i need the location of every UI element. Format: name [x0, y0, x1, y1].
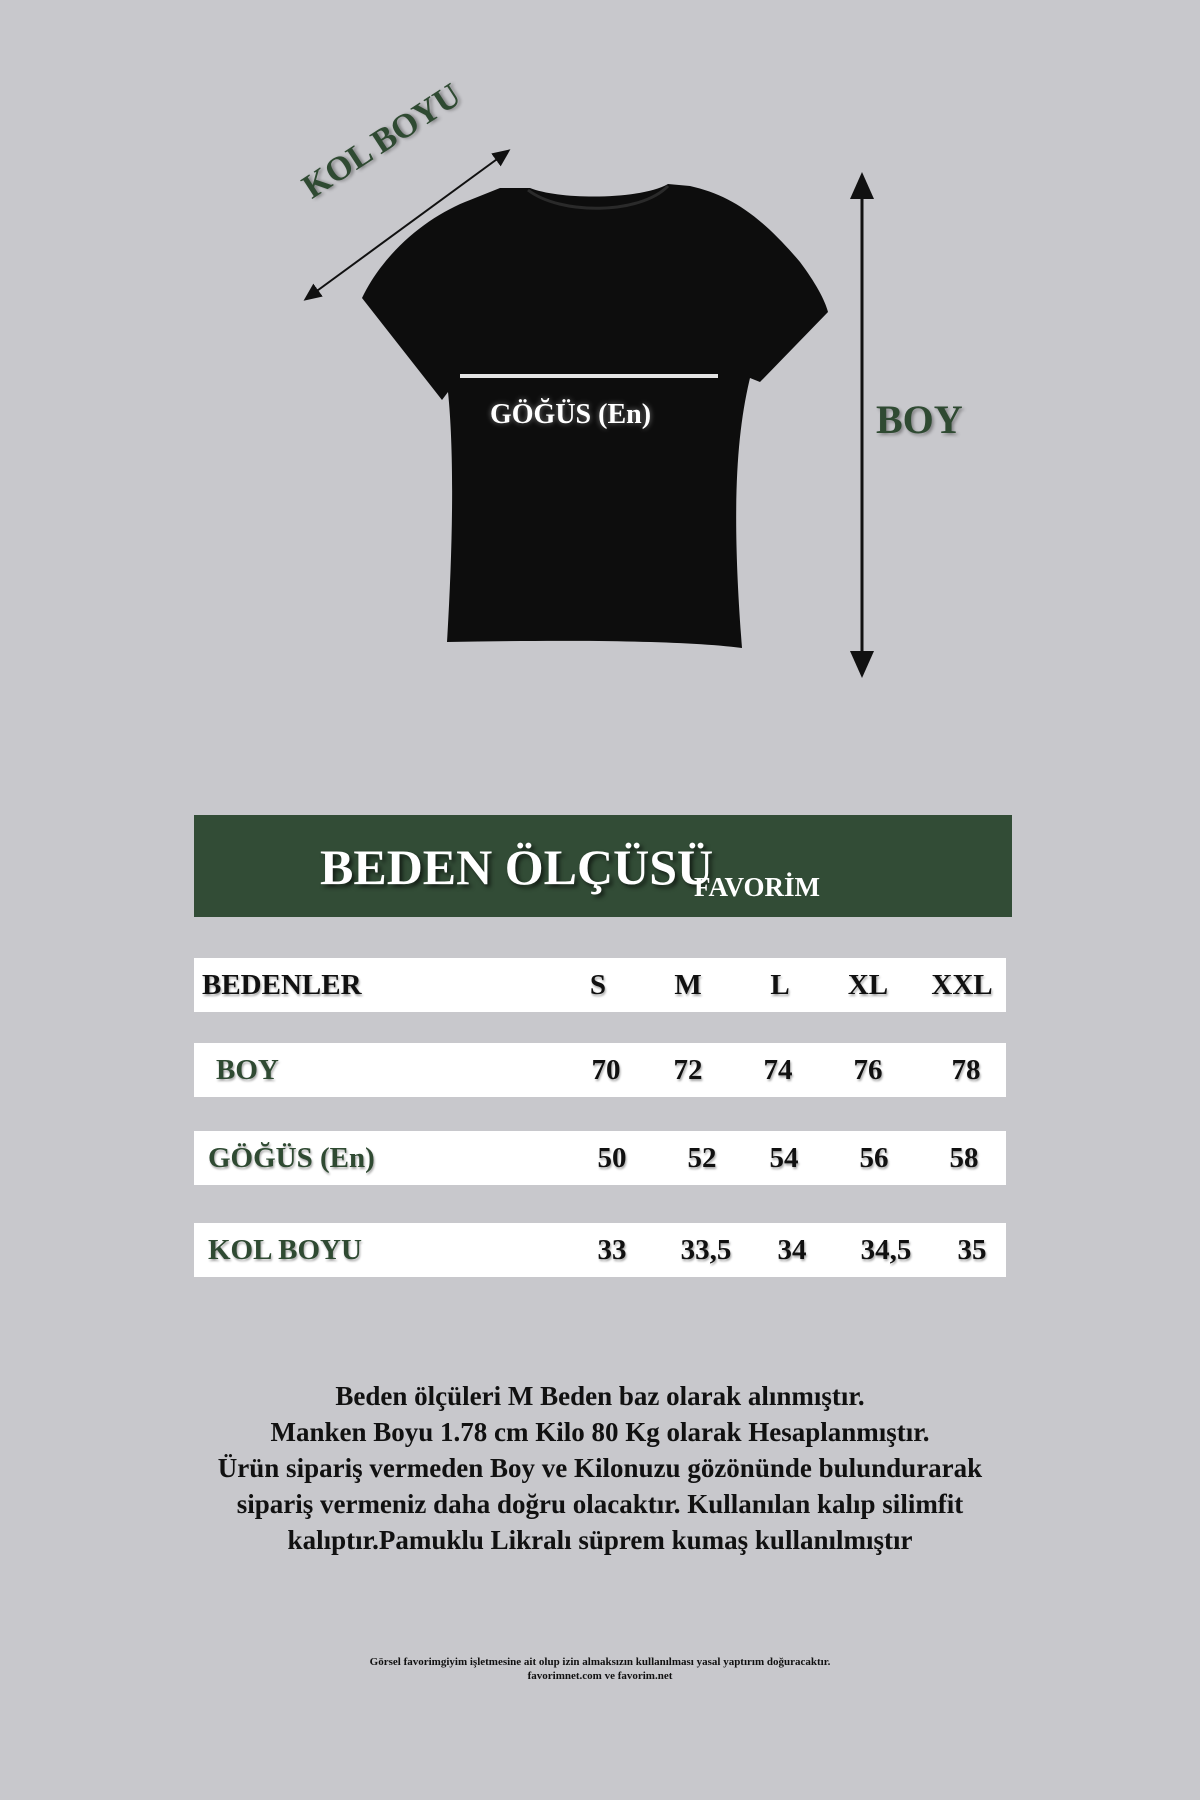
size-header-row	[194, 958, 1006, 1012]
note-line: Ürün sipariş vermeden Boy ve Kilonuzu gözönünde bulundurarak	[217, 1453, 983, 1483]
chest-label: GÖĞÜS (En)	[490, 399, 652, 430]
size-xl: XL	[847, 969, 889, 1001]
table-cell: 58	[949, 1142, 979, 1174]
row-label-length: BOY	[216, 1054, 279, 1086]
note-line: sipariş vermeniz daha doğru olacaktır. Kullanılan kalıp silimfit	[236, 1489, 964, 1519]
table-cell: 70	[591, 1054, 621, 1086]
table-row	[194, 1223, 1006, 1277]
note-line: Manken Boyu 1.78 cm Kilo 80 Kg olarak Hesaplanmıştır.	[270, 1417, 930, 1447]
table-cell: 50	[597, 1142, 627, 1174]
size-notes	[100, 1378, 1100, 1558]
copyright-footer	[100, 1655, 1100, 1683]
size-chart-title: BEDEN ÖLÇÜSÜ	[320, 839, 714, 895]
table-cell: 34,5	[860, 1234, 912, 1266]
table-cell: 56	[859, 1142, 889, 1174]
table-cell: 74	[763, 1054, 793, 1086]
sleeve-length-label: KOL BOYU	[296, 76, 468, 207]
table-row	[194, 1043, 1006, 1097]
table-cell: 33	[597, 1234, 627, 1266]
table-cell: 76	[853, 1054, 883, 1086]
table-cell: 54	[769, 1142, 799, 1174]
website-links: favorimnet.com ve favorim.net	[527, 1670, 673, 1682]
table-row	[194, 1131, 1006, 1185]
note-line: kalıptır.Pamuklu Likralı süprem kumaş kullanılmıştır	[287, 1525, 913, 1555]
table-cell: 72	[673, 1054, 703, 1086]
sizes-header-label: BEDENLER	[202, 969, 362, 1001]
table-cell: 35	[957, 1234, 987, 1266]
size-xxl: XXL	[931, 969, 993, 1001]
size-l: L	[770, 969, 790, 1001]
table-cell: 34	[777, 1234, 807, 1266]
row-label-sleeve: KOL BOYU	[208, 1234, 362, 1266]
table-cell: 78	[951, 1054, 981, 1086]
size-s: S	[589, 969, 607, 1001]
size-m: M	[674, 969, 702, 1001]
table-cell: 52	[687, 1142, 717, 1174]
note-line: Beden ölçüleri M Beden baz olarak alınmıştır.	[335, 1381, 865, 1411]
length-label: BOY	[876, 397, 963, 442]
tshirt-measurement-diagram	[0, 0, 1200, 720]
copyright-notice: Görsel favorimgiyim işletmesine ait olup izin almaksızın kullanılması yasal yaptırım doğuracaktır.	[369, 1656, 831, 1668]
brand-name: FAVORİM	[694, 872, 820, 902]
row-label-chest: GÖĞÜS (En)	[208, 1142, 375, 1174]
table-cell: 33,5	[680, 1234, 732, 1266]
